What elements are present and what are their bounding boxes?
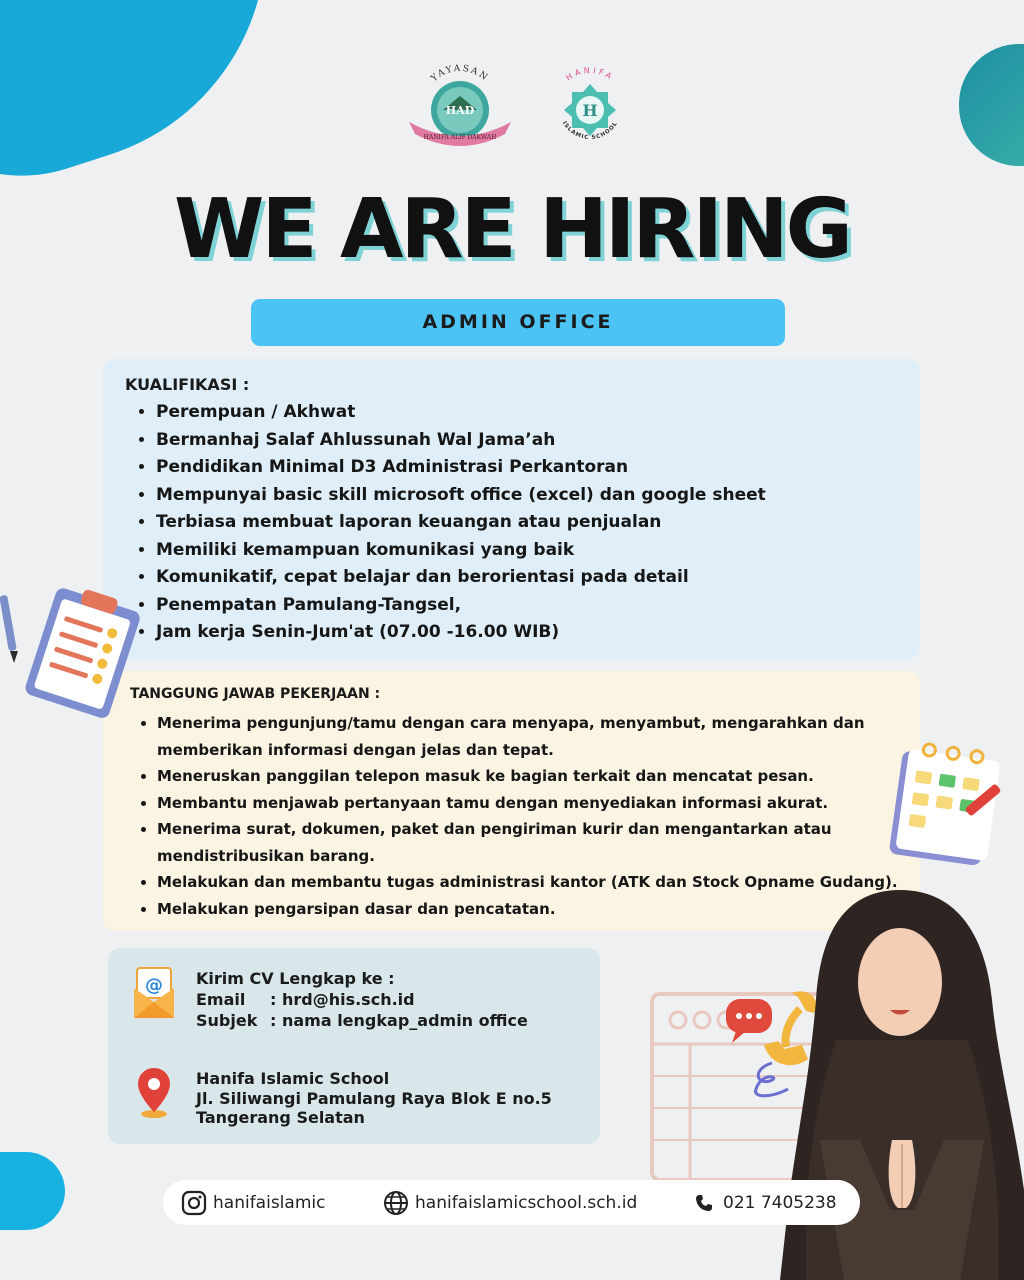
list-item: • Menerima pengunjung/tamu dengan cara menyapa, menyambut, mengarahkan dan memberikan informasi dengan jelas dan tepat. <box>157 710 927 763</box>
instagram-icon <box>181 1190 207 1216</box>
footer-instagram[interactable] <box>181 1180 325 1225</box>
calendar-icon <box>880 740 1020 868</box>
globe-icon <box>383 1190 409 1216</box>
page-title: WE ARE HIRING <box>174 182 850 277</box>
email-value[interactable]: : hrd@his.sch.id <box>270 990 415 1009</box>
decorative-blob-bottom-left <box>0 1152 65 1230</box>
position-banner: ADMIN OFFICE <box>251 299 785 346</box>
responsibilities-heading: TANGGUNG JAWAB PEKERJAAN : <box>130 686 381 702</box>
envelope-at-icon <box>132 966 176 1020</box>
address-line-1: Jl. Siliwangi Pamulang Raya Blok E no.5 <box>196 1088 552 1108</box>
apply-info <box>196 968 528 1031</box>
list-item: • Mempunyai basic skill microsoft office (excel) dan google sheet <box>156 483 916 511</box>
footer-phone[interactable] <box>695 1180 837 1225</box>
clipboard-checklist-icon <box>0 585 145 725</box>
qualifications-heading: KUALIFIKASI : <box>125 375 250 394</box>
email-label: Email <box>196 990 246 1009</box>
decorative-blob-top-right <box>959 44 1024 166</box>
list-item: • Jam kerja Senin-Jum'at (07.00 -16.00 WIB) <box>156 620 916 648</box>
yayasan-had-logo <box>405 62 515 150</box>
school-name: Hanifa Islamic School <box>196 1069 390 1088</box>
list-item: • Menerima surat, dokumen, paket dan pengiriman kurir dan mengantarkan atau mendistribusikan barang. <box>157 816 927 869</box>
svg-text:HAD: HAD <box>445 104 475 117</box>
map-pin-icon <box>136 1066 172 1120</box>
list-item: • Terbiasa membuat laporan keuangan atau penjualan <box>156 510 916 538</box>
footer-website[interactable] <box>383 1180 637 1225</box>
list-item: • Memiliki kemampuan komunikasi yang baik <box>156 538 916 566</box>
subject-value: : nama lengkap_admin office <box>270 1011 528 1030</box>
list-item: • Perempuan / Akhwat <box>156 400 916 428</box>
list-item: • Bermanhaj Salaf Ahlussunah Wal Jama’ah <box>156 428 916 456</box>
phone-number: 021 7405238 <box>723 1192 837 1213</box>
address-line-2: Tangerang Selatan <box>196 1108 365 1127</box>
subject-label: Subjek <box>196 1011 258 1030</box>
list-item: • Melakukan dan membantu tugas administrasi kantor (ATK dan Stock Opname Gudang). <box>157 869 927 896</box>
logos <box>405 62 635 152</box>
list-item: • Komunikatif, cepat belajar dan berorientasi pada detail <box>156 565 916 593</box>
list-item: • Membantu menjawab pertanyaan tamu dengan menyediakan informasi akurat. <box>157 790 927 817</box>
svg-text:HANIFA ALIF DAKWAH: HANIFA ALIF DAKWAH <box>423 134 497 141</box>
svg-text:ISLAMIC SCHOOL: ISLAMIC SCHOOL <box>560 120 620 142</box>
instagram-handle: hanifaislamic <box>213 1192 326 1213</box>
list-item: • Melakukan pengarsipan dasar dan pencatatan. <box>157 896 927 923</box>
list-item: • Pendidikan Minimal D3 Administrasi Perkantoran <box>156 455 916 483</box>
apply-heading: Kirim CV Lengkap ke : <box>196 969 395 988</box>
address-info <box>196 1069 552 1128</box>
list-item: • Penempatan Pamulang-Tangsel, <box>156 593 916 621</box>
svg-text:HANIFA: HANIFA <box>564 65 616 83</box>
svg-text:H: H <box>582 101 598 120</box>
website-url: hanifaislamicschool.sch.id <box>415 1192 638 1213</box>
list-item: • Meneruskan panggilan telepon masuk ke bagian terkait dan mencatat pesan. <box>157 763 927 790</box>
footer-bar <box>163 1180 860 1225</box>
phone-icon <box>695 1194 713 1212</box>
hanifa-islamic-school-logo <box>547 62 633 150</box>
qualifications-list <box>126 400 916 648</box>
svg-text:@: @ <box>145 975 163 996</box>
svg-text:YAYASAN: YAYASAN <box>429 63 491 84</box>
